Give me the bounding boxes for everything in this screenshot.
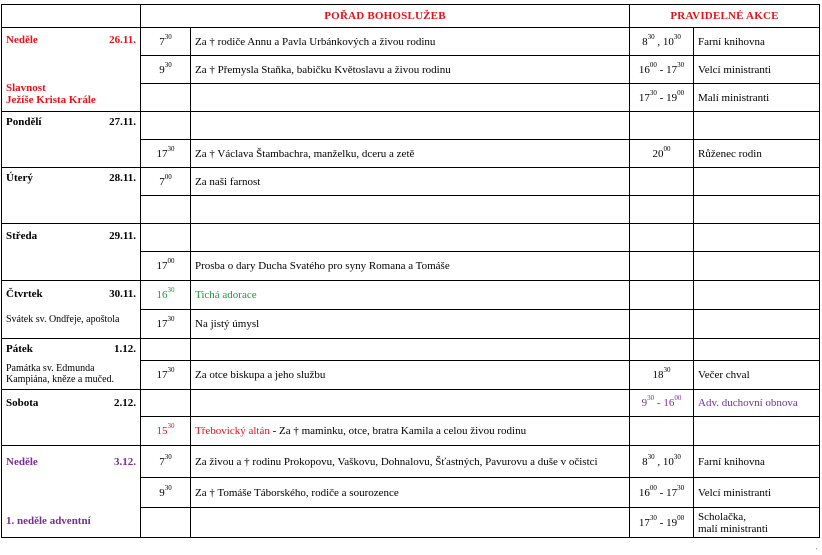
activity-name: Farní knihovna bbox=[694, 446, 820, 478]
activities-title: PRAVIDELNÉ AKCE bbox=[630, 5, 820, 28]
service-time: $7^{30}$ bbox=[141, 28, 191, 56]
day-date: 29.11. bbox=[109, 230, 136, 242]
activity-time: $16^{00} - 17^{30}$ bbox=[630, 478, 694, 508]
day-cell-saturday bbox=[2, 390, 141, 446]
empty-cell bbox=[630, 281, 694, 310]
service-intention: Za † Václava Štambachra, manželku, dceru a zetě bbox=[191, 140, 630, 168]
empty-cell bbox=[694, 310, 820, 339]
empty-cell bbox=[630, 224, 694, 252]
service-time: $9^{30}$ bbox=[141, 478, 191, 508]
service-time: $17^{00}$ bbox=[141, 252, 191, 281]
service-time: $7^{00}$ bbox=[141, 168, 191, 196]
empty-cell bbox=[191, 112, 630, 140]
service-place: Třebovický altán bbox=[195, 425, 270, 437]
empty-cell bbox=[630, 196, 694, 224]
day-name: Neděle bbox=[6, 456, 38, 468]
day-cell-sunday2 bbox=[2, 446, 141, 538]
empty-cell bbox=[191, 84, 630, 112]
day-name: Pátek bbox=[6, 343, 33, 355]
activity-time: $16^{00} - 17^{30}$ bbox=[630, 56, 694, 84]
empty-cell bbox=[694, 339, 820, 361]
day-cell-sunday1 bbox=[2, 28, 141, 112]
empty-cell bbox=[630, 417, 694, 446]
service-intention: Za † Tomáše Táborského, rodiče a sourozence bbox=[191, 478, 630, 508]
table-row bbox=[2, 28, 820, 56]
service-time: $7^{30}$ bbox=[141, 446, 191, 478]
day-cell-wednesday bbox=[2, 224, 141, 281]
empty-cell bbox=[694, 196, 820, 224]
empty-cell bbox=[141, 508, 191, 538]
day-cell-friday bbox=[2, 339, 141, 390]
activity-name: Velcí ministranti bbox=[694, 478, 820, 508]
table-row bbox=[2, 112, 820, 140]
empty-cell bbox=[191, 390, 630, 417]
day-note: Ježíše Krista Krále bbox=[6, 94, 96, 106]
activity-name: Scholačka, malí ministranti bbox=[694, 508, 820, 538]
day-cell-thursday bbox=[2, 281, 141, 339]
empty-cell bbox=[630, 252, 694, 281]
empty-cell bbox=[141, 84, 191, 112]
day-date: 2.12. bbox=[114, 397, 136, 409]
day-note: Svátek sv. Ondřeje, apoštola bbox=[6, 314, 120, 325]
day-name: Úterý bbox=[6, 172, 33, 184]
empty-cell bbox=[694, 281, 820, 310]
empty-cell bbox=[630, 339, 694, 361]
empty-cell bbox=[141, 112, 191, 140]
day-date: 30.11. bbox=[109, 288, 136, 300]
day-note: Slavnost bbox=[6, 82, 46, 94]
empty-cell bbox=[191, 196, 630, 224]
empty-cell bbox=[694, 252, 820, 281]
activity-name: Velcí ministranti bbox=[694, 56, 820, 84]
table-row bbox=[2, 168, 820, 196]
empty-cell bbox=[191, 224, 630, 252]
activity-time: $17^{30} - 19^{00}$ bbox=[630, 84, 694, 112]
day-date: 27.11. bbox=[109, 116, 136, 128]
day-date: 3.12. bbox=[114, 456, 136, 468]
table-row bbox=[2, 446, 820, 478]
service-intention: Za † Přemysla Staňka, babičku Květoslavu a živou rodinu bbox=[191, 56, 630, 84]
activity-time: $18^{30}$ bbox=[630, 361, 694, 390]
schedule-table bbox=[1, 4, 820, 538]
day-note: Památka sv. Edmunda Kampiána, kněze a mučed. bbox=[6, 363, 115, 385]
activity-time: $8^{30}$ , $10^{30}$ bbox=[630, 28, 694, 56]
activity-time: $8^{30}$ , $10^{30}$ bbox=[630, 446, 694, 478]
day-date: 26.11. bbox=[109, 34, 136, 46]
day-name: Neděle bbox=[6, 34, 38, 46]
service-intention: Na jistý úmysl bbox=[191, 310, 630, 339]
empty-cell bbox=[191, 339, 630, 361]
empty-cell bbox=[630, 310, 694, 339]
header-empty-day bbox=[2, 5, 141, 28]
service-time: $15^{30}$ bbox=[141, 417, 191, 446]
empty-cell bbox=[694, 417, 820, 446]
services-title: POŘAD BOHOSLUŽEB bbox=[141, 5, 630, 28]
empty-cell bbox=[141, 224, 191, 252]
activity-time: $20^{00}$ bbox=[630, 140, 694, 168]
service-intention: Za otce biskupa a jeho službu bbox=[191, 361, 630, 390]
day-name: Středa bbox=[6, 230, 38, 242]
empty-cell bbox=[141, 339, 191, 361]
table-row bbox=[2, 339, 820, 361]
day-date: 28.11. bbox=[109, 172, 136, 184]
empty-cell bbox=[630, 168, 694, 196]
day-name: Čtvrtek bbox=[6, 288, 43, 300]
empty-cell bbox=[694, 112, 820, 140]
activity-time: $17^{30} - 19^{00}$ bbox=[630, 508, 694, 538]
day-name: Pondělí bbox=[6, 116, 42, 128]
activity-name: Malí ministranti bbox=[694, 84, 820, 112]
empty-cell bbox=[141, 196, 191, 224]
service-intention: Prosba o dary Ducha Svatého pro syny Romana a Tomáše bbox=[191, 252, 630, 281]
day-name: Sobota bbox=[6, 397, 39, 409]
service-time: $16^{30}$ bbox=[141, 281, 191, 310]
empty-cell bbox=[694, 224, 820, 252]
activity-time: $9^{30} - 16^{00}$ bbox=[630, 390, 694, 417]
footnote-mark: ' bbox=[816, 548, 818, 554]
table-row bbox=[2, 390, 820, 417]
empty-cell bbox=[694, 168, 820, 196]
service-intention: Třebovický altán - Za † maminku, otce, bratra Kamila a celou živou rodinu bbox=[191, 417, 630, 446]
service-intention: Za naši farnost bbox=[191, 168, 630, 196]
header-row bbox=[2, 5, 820, 28]
service-time: $17^{30}$ bbox=[141, 361, 191, 390]
activity-name: Růženec rodin bbox=[694, 140, 820, 168]
activity-name: Adv. duchovní obnova bbox=[694, 390, 820, 417]
service-intention: Za † rodiče Annu a Pavla Urbánkových a živou rodinu bbox=[191, 28, 630, 56]
day-cell-tuesday bbox=[2, 168, 141, 224]
empty-cell bbox=[191, 508, 630, 538]
table-row bbox=[2, 281, 820, 310]
service-intention: Tichá adorace bbox=[191, 281, 630, 310]
service-intention: Za živou a † rodinu Prokopovu, Vaškovu, Dohnalovu, Šťastných, Pavurovu a duše v očistci bbox=[191, 446, 630, 478]
service-time: $17^{30}$ bbox=[141, 140, 191, 168]
day-date: 1.12. bbox=[114, 343, 136, 355]
table-row bbox=[2, 224, 820, 252]
empty-cell bbox=[141, 390, 191, 417]
service-time: $9^{30}$ bbox=[141, 56, 191, 84]
empty-cell bbox=[630, 112, 694, 140]
activity-name: Večer chval bbox=[694, 361, 820, 390]
day-cell-monday bbox=[2, 112, 141, 168]
activity-name: Farní knihovna bbox=[694, 28, 820, 56]
service-time: $17^{30}$ bbox=[141, 310, 191, 339]
day-note: 1. neděle adventní bbox=[6, 515, 91, 527]
